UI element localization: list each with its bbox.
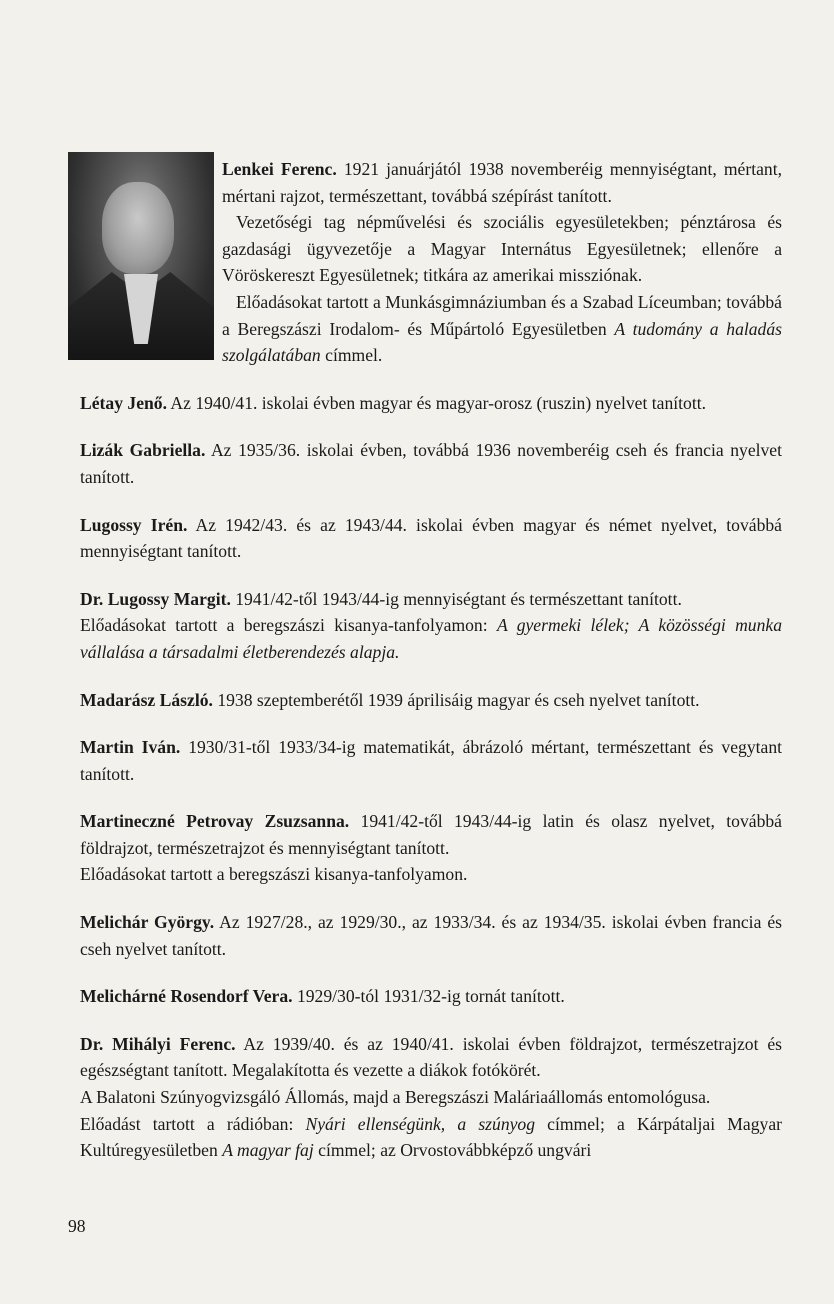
work-title: A tudomány a haladás szolgálatában [222,318,782,366]
entry-name: Dr. Mihályi Ferenc. [80,1033,236,1054]
entry-text: 1941/42-től 1943/44-ig mennyiségtant és természettant tanított. [230,588,682,609]
entry-text: Előadásokat tartott a beregszászi kisanya-tanfolyamon. [80,864,468,885]
entry-text: Előadást tartott a rádióban: [80,1113,306,1134]
entry-lenkei [80,156,782,369]
entry-text: A Balatoni Szúnyogvizsgáló Állomás, majd a Beregszászi Maláriaállomás entomológusa. [80,1087,711,1108]
entry-text: címmel; az Orvostovábbképző ungvári [313,1140,592,1161]
entry-name: Lizák Gabriella. [80,440,206,461]
paragraph [80,512,782,565]
entry-text: címmel. [320,345,383,366]
paragraph [80,983,782,1010]
paragraph [80,909,782,962]
work-title: A gyermeki lélek; A közösségi munka vállalása a társadalmi életberendezés alapja. [80,615,782,662]
entry-name: Melichár György. [80,912,215,933]
entry-letay [80,390,782,417]
paragraph [80,586,782,613]
entry-text: Előadásokat tartott a beregszászi kisanya-tanfolyamon: [80,615,497,636]
entry-text: 1921 januárjától 1938 novemberéig mennyiségtant, mértant, mértani rajzot, természettant, továbbá szépírást tanított. [222,159,782,206]
page-number: 98 [68,1216,86,1236]
entry-name: Martin Iván. [80,737,181,758]
body-text [80,156,782,1164]
entry-name: Dr. Lugossy Margit. [80,588,231,609]
paragraph [222,156,782,209]
work-title: Nyári ellenségünk, a szúnyog [305,1113,536,1134]
entry-name: Martineczné Petrovay Zsuzsanna. [80,811,350,832]
entry-martin [80,734,782,787]
entry-melicharne [80,983,782,1010]
paragraph [80,808,782,861]
entry-mihalyi [80,1031,782,1164]
entry-text: Az 1940/41. iskolai évben magyar és magyar-orosz (ruszin) nyelvet tanított. [166,392,707,413]
entry-lugossy-margit [80,586,782,666]
paragraph [80,437,782,490]
paragraph [222,209,782,289]
entry-name: Létay Jenő. [80,392,167,413]
paragraph [80,390,782,417]
entry-name: Lugossy Irén. [80,514,188,535]
entry-melichar [80,909,782,962]
entry-madarasz [80,687,782,714]
entry-text: Vezetőségi tag népművelési és szociális egyesületekben; pénztárosa és gazdasági ügyvezetője a Magyar Internátus Egyesületnek; ellenőre a Vöröskereszt Egyesületnek; titkára az amerikai missziónak. [222,212,782,286]
work-title: A magyar faj [222,1140,314,1161]
entry-name: Lenkei Ferenc. [222,159,337,179]
entry-text: 1930/31-től 1933/34-ig matematikát, ábrázoló mértant, természettant és vegytant tanított. [80,737,783,784]
paragraph [80,687,782,714]
paragraph [80,1111,782,1164]
entry-lizak [80,437,782,490]
paragraph [80,1084,782,1111]
entry-name: Madarász László. [80,689,213,710]
paragraph [80,861,782,888]
entry-text: Az 1939/40. és az 1940/41. iskolai évben földrajzot, természetrajzot és egészségtant tanított. Megalakította és vezette a diákok fotókörét. [80,1033,782,1081]
paragraph [80,734,782,787]
entry-lugossy-iren [80,512,782,565]
entry-text: 1929/30-tól 1931/32-ig tornát tanított. [292,986,565,1007]
entry-text: Az 1935/36. iskolai évben, továbbá 1936 novemberéig cseh és francia nyelvet tanított. [80,440,783,487]
paragraph [80,612,782,665]
paragraph [80,1031,782,1084]
entry-name: Melichárné Rosendorf Vera. [80,986,293,1007]
entry-text: 1941/42-től 1943/44-ig latin és olasz nyelvet, továbbá földrajzot, természetrajzot és mennyiségtant tanított. [80,811,782,858]
paragraph [222,289,782,369]
entry-text: 1938 szeptemberétől 1939 áprilisáig magyar és cseh nyelvet tanított. [212,689,700,710]
entry-text: Előadásokat tartott a Munkásgimnáziumban és a Szabad Líceumban; továbbá a Beregszászi Irodalom- és Műpártoló Egyesületben [222,291,782,339]
entry-text: Az 1927/28., az 1929/30., az 1933/34. és az 1934/35. iskolai évben francia és cseh nyelvet tanított. [80,912,782,959]
entry-text: Az 1942/43. és az 1943/44. iskolai évben magyar és német nyelvet, továbbá mennyiségtant tanított. [80,514,782,562]
entry-martinecz [80,808,782,888]
entry-text: címmel; a Kárpátaljai Magyar Kultúregyesületben [80,1113,782,1161]
